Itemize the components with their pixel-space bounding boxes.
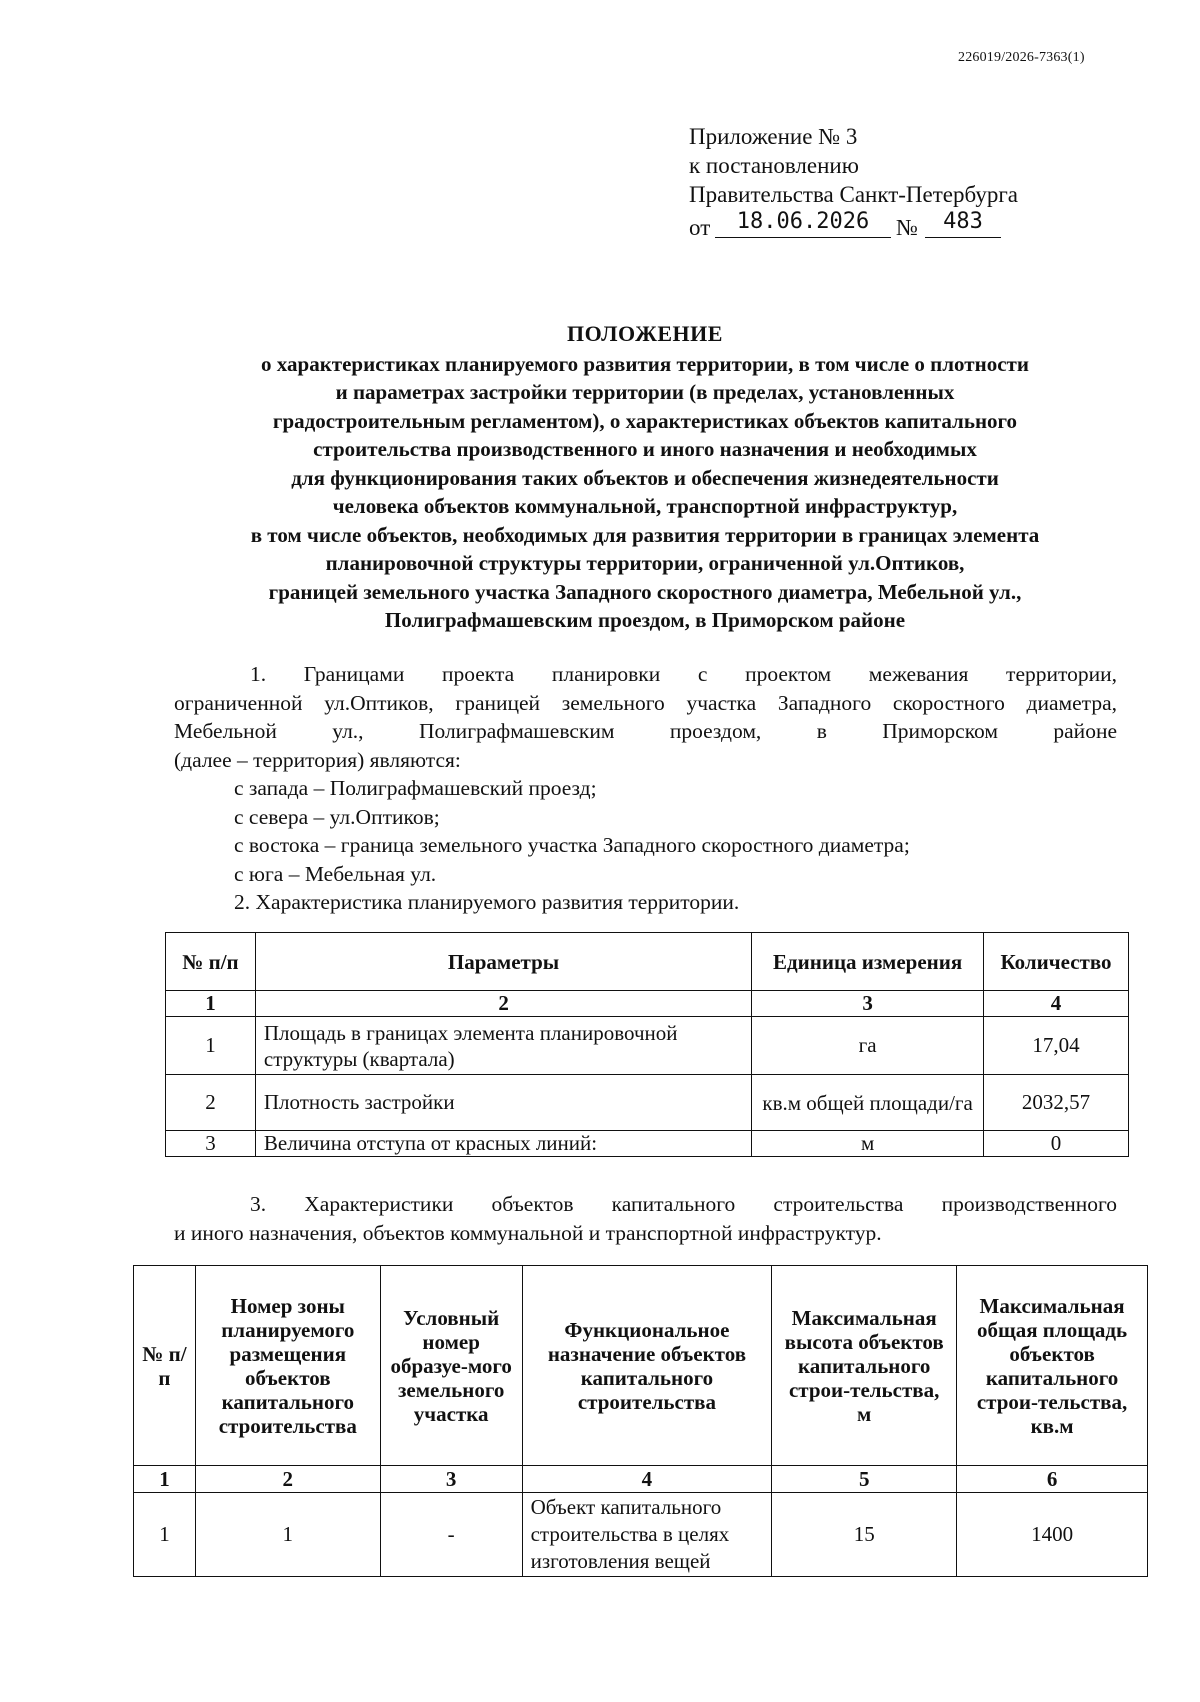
row-unit: кв.м общей площади/га [752,1075,984,1131]
appendix-block [689,122,1018,245]
table-row [166,1131,1129,1157]
territory-parameters-table [165,932,1129,1157]
row-param: Плотность застройки [255,1075,751,1131]
title-line: для функционирования таких объектов и обеспечения жизнедеятельности [291,465,999,490]
boundary-south: с юга – Мебельная ул. [234,861,437,886]
title-line: строительства производственного и иного назначения и необходимых [313,437,977,461]
date-label: от [689,215,711,240]
appendix-line-2: к постановлению [689,153,859,178]
header-params: Параметры [255,933,751,991]
header-num: № п/п [166,933,256,991]
title-line: границей земельного участка Западного скоростного диаметра, Мебельной ул., [268,579,1022,604]
title-main: ПОЛОЖЕНИЕ [567,321,723,346]
document-number: 226019/2026-7363(1) [958,50,1085,65]
row-area: 1400 [957,1493,1148,1577]
title-line: градостроительным регламентом), о характеристиках объектов капитального [272,408,1018,433]
table-header-row [134,1266,1148,1466]
header-area: Максимальная общая площадь объектов капитального строи-тельства, кв.м [957,1266,1148,1466]
section-3-line: 3. Характеристики объектов капитального строительства производственного [250,1192,1117,1216]
section-1-line: Мебельной ул., Полиграфмашевским проездом, в Приморском районе [174,719,1117,743]
number-field: 483 [925,209,1001,238]
boundary-east: с востока – граница земельного участка Западного скоростного диаметра; [234,833,910,857]
header-num: № п/п [134,1266,196,1466]
boundary-west: с запада – Полиграфмашевский проезд; [234,776,597,800]
section-2-heading: 2. Характеристика планируемого развития территории. [234,890,740,914]
row-num: 3 [166,1131,256,1157]
row-plot: - [380,1493,522,1577]
section-3 [174,1190,1117,1247]
header-qty: Количество [984,933,1129,991]
col-number: 5 [772,1466,957,1493]
title-line: и параметрах застройки территории (в пределах, установленных [335,380,955,404]
title-line: о характеристиках планируемого развития территории, в том числе о плотности [261,351,1029,376]
col-number: 1 [166,991,256,1017]
section-1 [174,660,1117,917]
column-number-row [166,991,1129,1017]
title-line: планировочной структуры территории, ограниченной ул.Оптиков, [325,551,965,575]
row-param: Величина отступа от красных линий: [255,1131,751,1157]
col-number: 2 [255,991,751,1017]
row-qty: 2032,57 [984,1075,1129,1131]
row-qty: 17,04 [984,1017,1129,1075]
col-number: 2 [195,1466,380,1493]
section-3-line: и иного назначения, объектов коммунальной и транспортной инфраструктур. [174,1220,882,1245]
row-zone: 1 [195,1493,380,1577]
section-1-line: 1. Границами проекта планировки с проектом межевания территории, [250,662,1117,686]
row-unit: м [752,1131,984,1157]
date-field: 18.06.2026 [715,209,891,238]
header-plot: Условный номер образуе-мого земельного участка [380,1266,522,1466]
row-unit: га [752,1017,984,1075]
signature-row [689,209,1018,245]
header-unit: Единица измерения [752,933,984,991]
header-purpose: Функциональное назначение объектов капитального строительства [522,1266,772,1466]
col-number: 4 [522,1466,772,1493]
row-qty: 0 [984,1131,1129,1157]
column-number-row [134,1466,1148,1493]
capital-objects-table [133,1265,1148,1577]
row-purpose: Объект капитального строительства в целях изготовления вещей [522,1493,772,1577]
document-title [150,320,1140,635]
title-line: в том числе объектов, необходимых для развития территории в границах элемента [250,522,1040,547]
row-num: 1 [166,1017,256,1075]
table-row [166,1017,1129,1075]
col-number: 1 [134,1466,196,1493]
section-1-line: (далее – территория) являются: [174,747,461,772]
number-label: № [896,215,918,240]
table-row [166,1075,1129,1131]
header-zone: Номер зоны планируемого размещения объектов капитального строительства [195,1266,380,1466]
section-1-line: ограниченной ул.Оптиков, границей земельного участка Западного скоростного диаметра, [174,690,1117,715]
title-line: человека объектов коммунальной, транспортной инфраструктур, [332,494,958,518]
title-line: Полиграфмашевским проездом, в Приморском районе [384,608,906,632]
appendix-line-3: Правительства Санкт-Петербурга [689,182,1018,207]
table-row [134,1493,1148,1577]
col-number: 3 [380,1466,522,1493]
boundary-north: с севера – ул.Оптиков; [234,804,440,829]
row-num: 2 [166,1075,256,1131]
table-header-row [166,933,1129,991]
col-number: 6 [957,1466,1148,1493]
row-param: Площадь в границах элемента планировочной структуры (квартала) [255,1017,751,1075]
col-number: 3 [752,991,984,1017]
col-number: 4 [984,991,1129,1017]
header-height: Максимальная высота объектов капитального строи-тельства, м [772,1266,957,1466]
row-num: 1 [134,1493,196,1577]
row-height: 15 [772,1493,957,1577]
appendix-line-1: Приложение № 3 [689,124,858,149]
